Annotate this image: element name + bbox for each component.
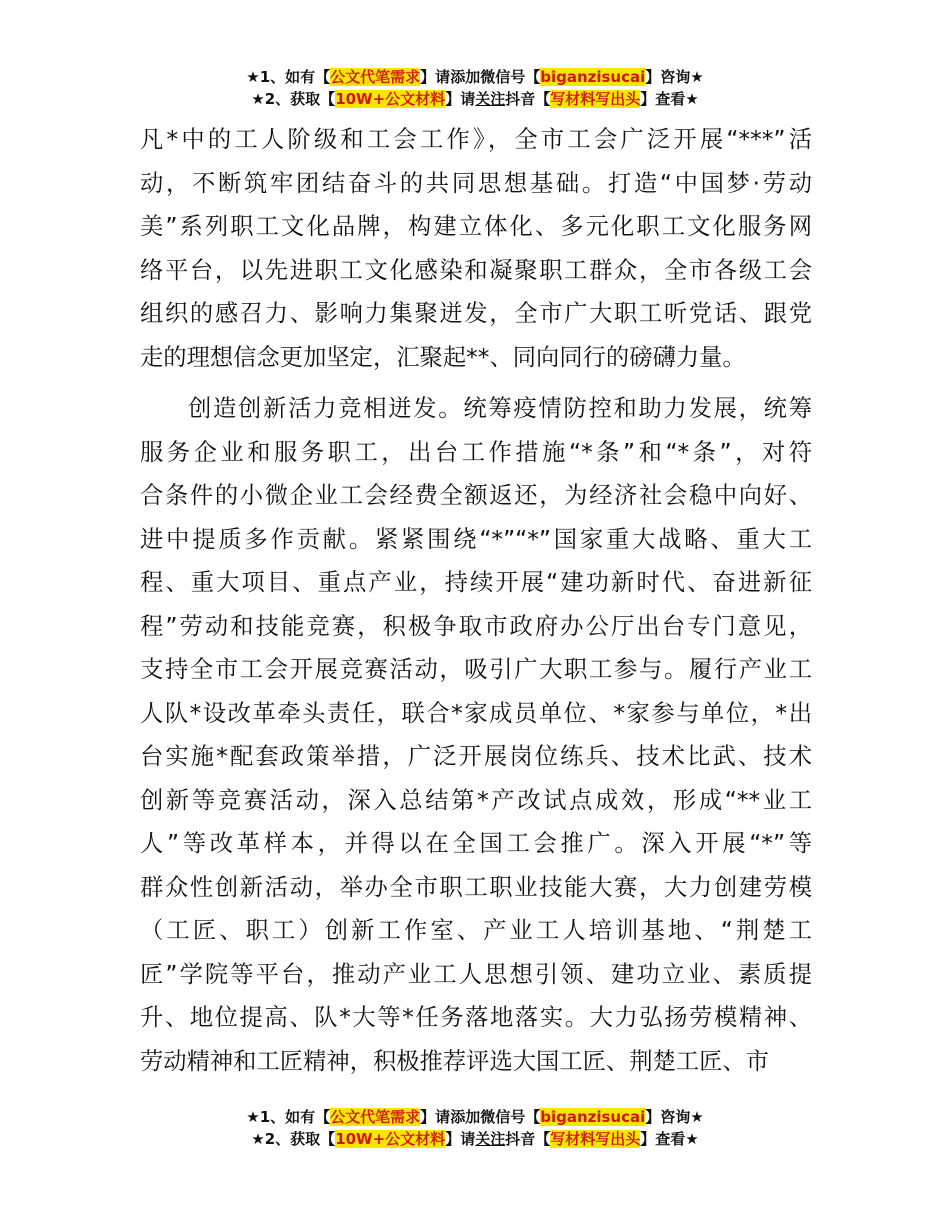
- banner-line-1: ★1、如有【公文代笔需求】请添加微信号【biganzisucai】咨询★: [246, 1108, 704, 1126]
- text-line: 进中提质多作贡献。紧紧围绕“*”“*”国家重大战略、重大工: [140, 525, 812, 553]
- text-line: （工匠、职工）创新工作室、产业工人培训基地、“荆楚工: [140, 917, 812, 944]
- highlight-materials: 10W+公文材料: [335, 1130, 446, 1148]
- text-line: 络平台，以先进职工文化感染和凝聚职工群众，全市各级工会: [140, 256, 812, 284]
- paragraph-1: [140, 118, 812, 379]
- text-line: 创新等竞赛活动，深入总结第*产改试点成效，形成“**业工: [140, 786, 812, 814]
- document-body: [140, 118, 812, 1083]
- text-line: 凡*中的工人阶级和工会工作》，全市工会广泛开展“***”活: [140, 126, 812, 153]
- highlight-ghostwriting: 公文代笔需求: [330, 1108, 421, 1126]
- banner-line-1: ★1、如有【公文代笔需求】请添加微信号【biganzisucai】咨询★: [246, 68, 704, 86]
- text-line: 程、重大项目、重点产业，持续开展“建功新时代、奋进新征: [140, 569, 812, 596]
- text-line: 劳动精神和工匠精神，积极推荐评选大国工匠、荆楚工匠、市: [140, 1047, 770, 1075]
- text-line: 台实施*配套政策举措，广泛开展岗位练兵、技术比武、技术: [140, 743, 812, 770]
- highlight-wechat-id: biganzisucai: [540, 1108, 646, 1126]
- footer-banner: [0, 1106, 950, 1150]
- text-line: 组织的感召力、影响力集聚迸发，全市广大职工听党话、跟党: [140, 300, 812, 327]
- highlight-materials: 10W+公文材料: [335, 90, 446, 108]
- highlight-wechat-id: biganzisucai: [540, 68, 646, 86]
- highlight-ghostwriting: 公文代笔需求: [330, 68, 421, 86]
- text-line: 群众性创新活动，举办全市职工职业技能大赛，大力创建劳模: [140, 873, 812, 901]
- banner-line-2: ★2、获取【10W+公文材料】请关注抖音【写材料写出头】查看★: [251, 1130, 699, 1148]
- text-line: 服务企业和服务职工，出台工作措施“*条”和“*条”，对符: [140, 438, 812, 466]
- text-line: 升、地位提高、队*大等*任务落地落实。大力弘扬劳模精神、: [140, 1004, 812, 1031]
- header-banner: [0, 66, 950, 110]
- text-line: 支持全市工会开展竞赛活动，吸引广大职工参与。履行产业工: [140, 656, 812, 683]
- text-line: 匠”学院等平台，推动产业工人思想引领、建功立业、素质提: [140, 960, 812, 988]
- highlight-douyin: 写材料写出头: [550, 90, 641, 108]
- text-line: 走的理想信念更加坚定，汇聚起**、同向同行的磅礴力量。: [140, 343, 746, 371]
- paragraph-2: [140, 387, 812, 1083]
- text-line: 人队*设改革牵头责任，联合*家成员单位、*家参与单位，*出: [140, 699, 812, 727]
- text-line: 合条件的小微企业工会经费全额返还，为经济社会稳中向好、: [140, 482, 812, 509]
- text-line: 动，不断筑牢团结奋斗的共同思想基础。打造“中国梦·劳动: [140, 169, 812, 197]
- banner-line-2: ★2、获取【10W+公文材料】请关注抖音【写材料写出头】查看★: [251, 90, 699, 108]
- text-line: 人”等改革样本，并得以在全国工会推广。深入开展“*”等: [140, 830, 812, 857]
- text-line: 程”劳动和技能竞赛，积极争取市政府办公厅出台专门意见，: [140, 612, 812, 640]
- text-line: 美”系列职工文化品牌，构建立体化、多元化职工文化服务网: [140, 213, 812, 240]
- text-line: 创造创新活力竞相迸发。统筹疫情防控和助力发展，统筹: [188, 395, 812, 422]
- highlight-douyin: 写材料写出头: [550, 1130, 641, 1148]
